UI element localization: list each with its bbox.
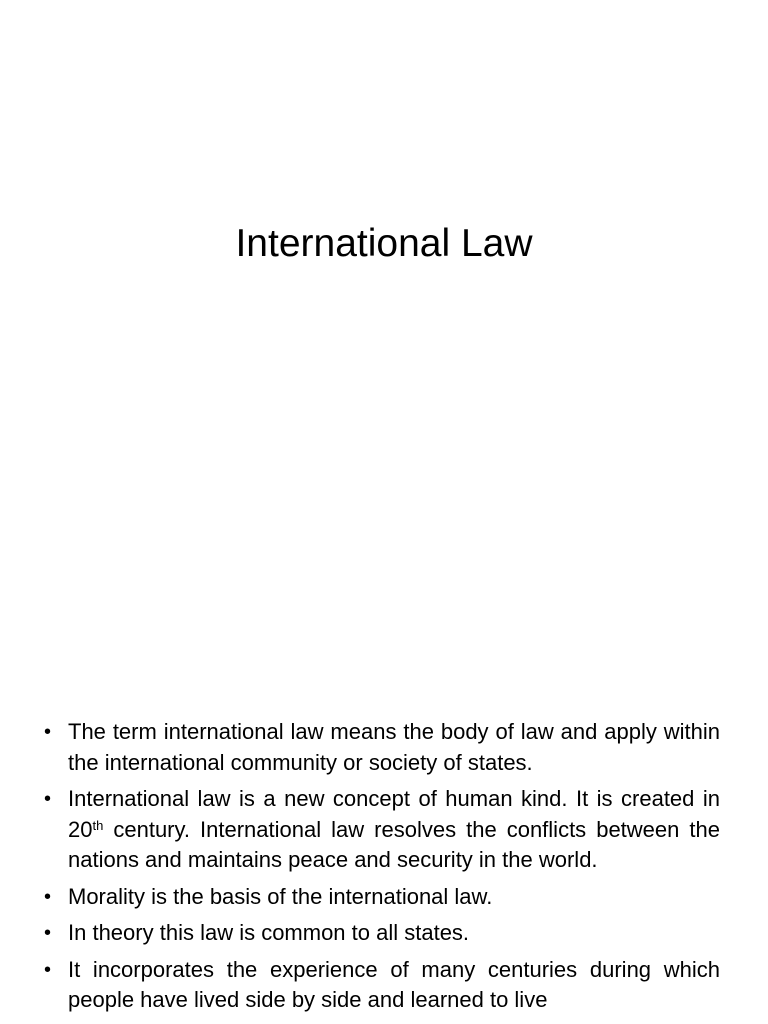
bullet-item xyxy=(44,784,720,876)
bullet-icon: • xyxy=(44,721,52,743)
bullet-text-part: International law is a new concept of human kind. It is created in 20 xyxy=(68,786,720,842)
bullet-item xyxy=(44,882,720,913)
bullet-text: The term international law means the body of law and apply within the international community or society of states. xyxy=(68,719,720,775)
bullet-text-part: century. International law resolves the conflicts between the nations and maintains peace and security in the world. xyxy=(68,816,720,872)
bullet-text xyxy=(68,786,720,872)
slide-title: International Law xyxy=(235,222,533,265)
ordinal-superscript: th xyxy=(92,817,104,833)
bullet-list xyxy=(44,717,720,1022)
bullet-item xyxy=(44,717,720,778)
bullet-text: Morality is the basis of the international law. xyxy=(68,883,493,909)
bullet-item xyxy=(44,955,720,1016)
bullet-text: In theory this law is common to all states. xyxy=(68,920,470,945)
bullet-text: It incorporates the experience of many centuries during which people have lived side by side and learned to live xyxy=(68,956,720,1012)
bullet-item xyxy=(44,918,720,949)
bullet-icon: • xyxy=(44,958,52,981)
bullet-icon: • xyxy=(44,788,52,810)
bullet-icon: • xyxy=(44,885,52,908)
bullet-icon: • xyxy=(44,922,52,944)
